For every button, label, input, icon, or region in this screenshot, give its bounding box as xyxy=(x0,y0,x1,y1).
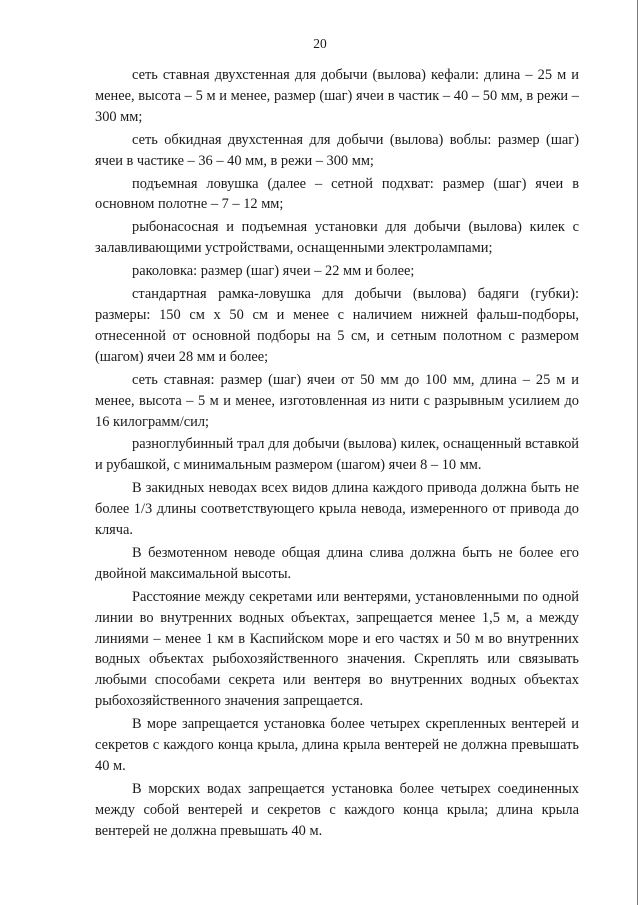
paragraph-seine-leader: В закидных неводах всех видов длина каждого привода должна быть не более 1/3 длины соответствующего крыла невода, измеренного от привода до кляча. xyxy=(95,480,579,539)
paragraph-midwater-trawl: разноглубинный трал для добычи (вылова) килек, оснащенный вставкой и рубашкой, с минимальным размером (шагом) ячеи 8 – 10 мм. xyxy=(95,436,579,474)
paragraph-mullet-net: сеть ставная двухстенная для добычи (вылова) кефали: длина – 25 м и менее, высота – 5 м и менее, размер (шаг) ячеи в частик – 40 – 50 мм, в режи – 300 мм; xyxy=(95,67,579,125)
paragraph-roach-net: сеть обкидная двухстенная для добычи (вылова) воблы: размер (шаг) ячеи в частике – 36 – 40 мм, в режи – 300 мм; xyxy=(95,131,579,169)
page-number: 20 xyxy=(313,36,327,51)
document-body xyxy=(95,65,579,844)
paragraph-fyke-spacing: Расстояние между секретами или вентерями, установленными по одной линии во внутренних водных объектах, запрещается менее 1,5 м, а между линиями – менее 1 км в Каспийском море и его частях и 50 м во внутренних водных объектах рыбохозяйственного значения. Скреплять или связывать любыми способами секрета или вентеря во внутренних водных объектах рыбохозяйственного значения запрещается. xyxy=(95,588,579,710)
paragraph-sea-fyke-limit: В море запрещается установка более четырех скрепленных вентерей и секретов с каждого конца крыла, длина крыла вентерей не должна превышать 40 м. xyxy=(95,716,579,774)
paragraph-bagless-seine: В безмотенном неводе общая длина слива должна быть не более его двойной максимальной высоты. xyxy=(95,544,579,582)
paragraph-set-net: сеть ставная: размер (шаг) ячеи от 50 мм до 100 мм, длина – 25 м и менее, высота – 5 м и менее, изготовленная из нити с разрывным усилием до 16 килограмм/сил; xyxy=(95,371,579,430)
paragraph-frame-trap: стандартная рамка-ловушка для добычи (вылова) бадяги (губки): размеры: 150 см х 50 см и менее с наличием нижней фальш-подборы, отнесенной от основной подборы на 5 см, и сетным полотном с размером (шагом) ячеи 28 мм и более; xyxy=(95,286,579,365)
paragraph-pump-installation: рыбонасосная и подъемная установки для добычи (вылова) килек с залавливающими устройствами, оснащенными электролампами; xyxy=(95,219,579,257)
paragraph-lift-trap: подъемная ловушка (далее – сетной подхват: размер (шаг) ячеи в основном полотне – 7 – 12 мм; xyxy=(95,175,579,213)
scan-edge-line xyxy=(637,0,638,905)
paragraph-marine-fyke-limit: В морских водах запрещается установка более четырех соединенных между собой вентерей и секретов с каждого конца крыла; длина крыла вентерей не должна превышать 40 м. xyxy=(95,780,579,839)
paragraph-crayfish-trap: раколовка: размер (шаг) ячеи – 22 мм и более; xyxy=(132,263,415,280)
